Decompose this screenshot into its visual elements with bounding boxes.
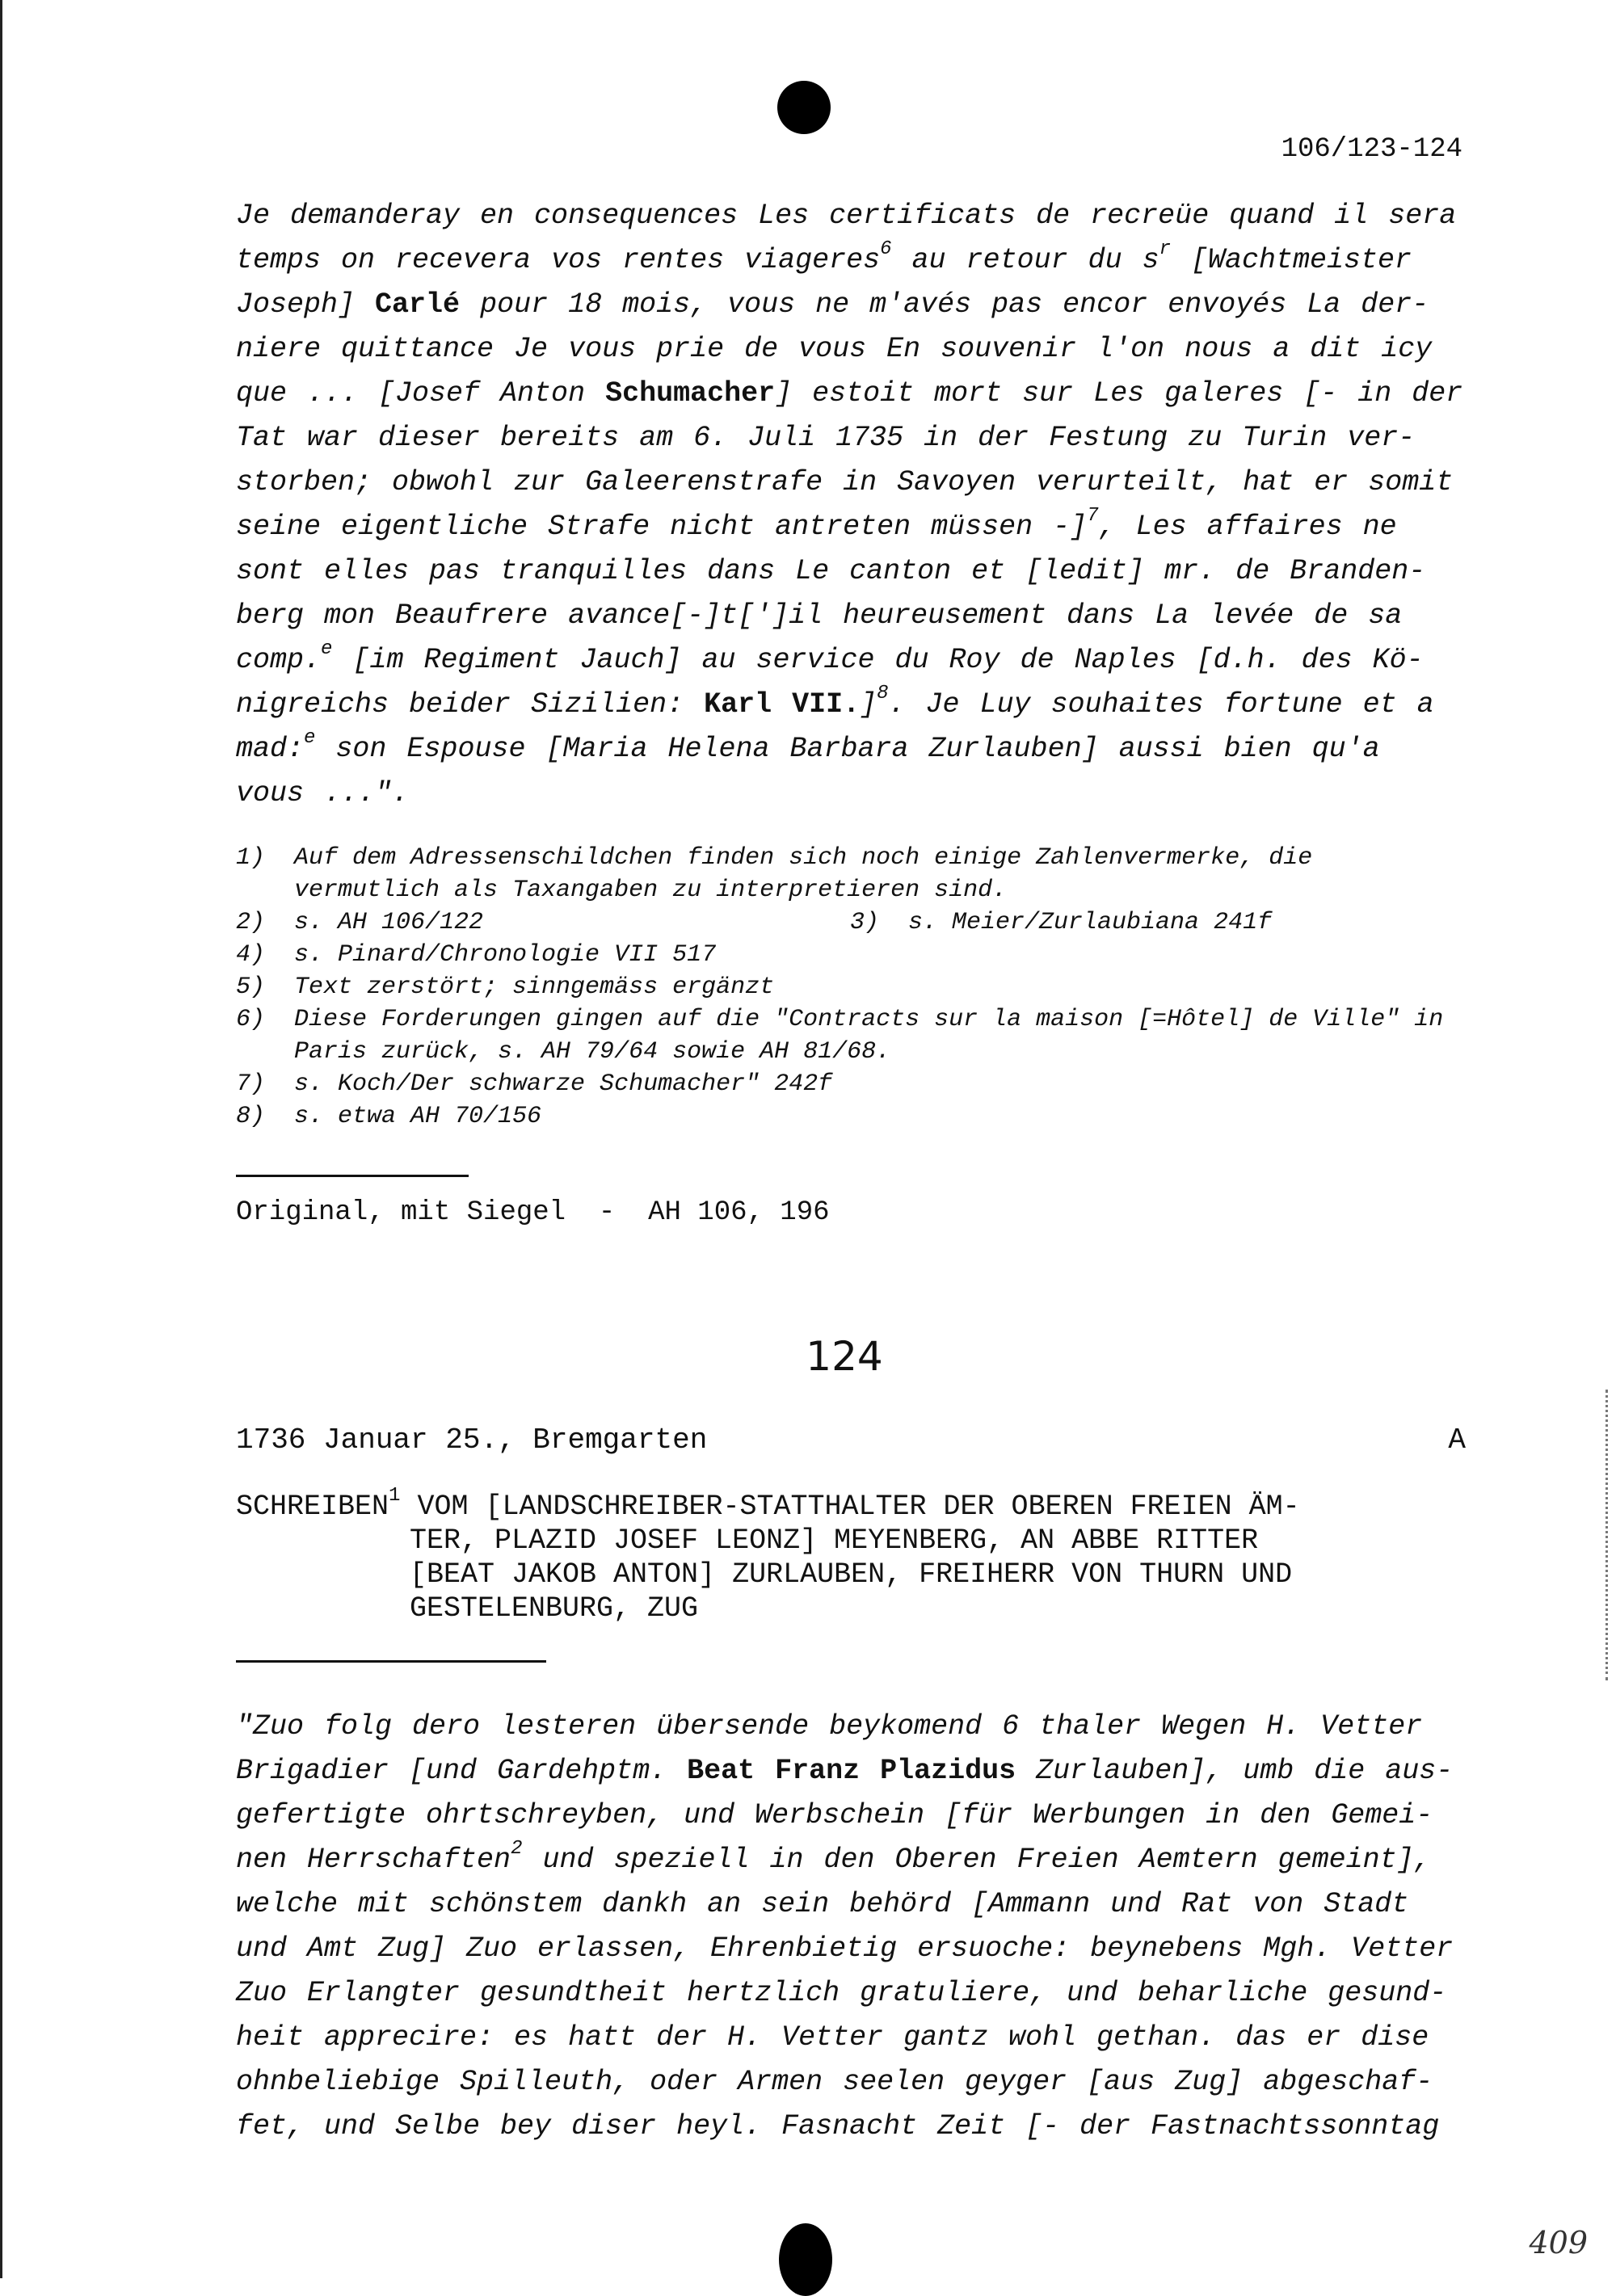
handwritten-page-number: 409 (1529, 2225, 1588, 2260)
document-reference: 106/123-124 (1281, 134, 1462, 165)
footnote: 7) s. Koch/Der schwarze Schumacher" 242f (236, 1070, 833, 1098)
text-line: Brigadier [und Gardehptm. Beat Franz Plazidus Zurlauben], umb die aus- (236, 1755, 1454, 1787)
text-line: welche mit schönstem dankh an sein behörd [Ammann und Rat von Stadt (236, 1888, 1409, 1920)
text-line: nigreichs beider Sizilien: Karl VII.]$^8$. Je Luy souhaites fortune et a (236, 683, 1434, 721)
text-line: que ... [Josef Anton Schumacher] estoit mort sur Les galeres [- in der (236, 377, 1463, 410)
letter-text (236, 1705, 1466, 2149)
text-line: Joseph] Carlé pour 18 mois, vous ne m'avés pas encor envoyés La der- (236, 288, 1429, 321)
text-line: vous ...". (236, 777, 410, 809)
footnote-ref: 8 (877, 683, 889, 705)
text-line: nen Herrschaften$^2$ und speziell in den Oberen Freien Aemtern gemeint], (236, 1838, 1431, 1876)
category-letter: A (1448, 1423, 1466, 1457)
text-line: fet, und Selbe bey diser heyl. Fasnacht Zeit [- der Fastnachtssonntag (236, 2110, 1440, 2143)
dateline (236, 1423, 1466, 1457)
text-line: Zuo Erlangter gesundtheit hertzlich gratuliere, und beharliche gesund- (236, 1977, 1447, 2009)
document-heading: SCHREIBEN$^1$ VOM [LANDSCHREIBER-STATTHALTER DER OBEREN FREIEN ÄM- TER, PLAZID JOSEF LEONZ] MEYENBERG, AN ABBE RITTER [BEAT JAKOB ANTON] ZURLAUBEN, FREIHERR VON THURN UND GESTELENBURG, ZUG (236, 1485, 1300, 1625)
text-line: Je demanderay en consequences Les certificats de recreüe quand il sera (236, 200, 1457, 232)
text-line: ohnbeliebige Spilleuth, oder Armen seelen geyger [aus Zug] abgeschaf- (236, 2066, 1433, 2098)
text-line: seine eigentliche Strafe nicht antreten müssen -]$^7$, Les affaires ne (236, 505, 1397, 543)
text-line: Tat war dieser bereits am 6. Juli 1735 in der Festung zu Turin ver- (236, 422, 1416, 454)
footnote: 4) s. Pinard/Chronologie VII 517 (236, 941, 717, 969)
text-line: niere quittance Je vous prie de vous En souvenir l'on nous a dit icy (236, 333, 1433, 365)
edge-marks (1602, 1390, 1608, 1680)
divider (236, 1660, 546, 1663)
footnotes (236, 842, 1466, 1133)
text-line: heit apprecire: es hatt der H. Vetter gantz wohl gethan. das er dise (236, 2021, 1429, 2054)
footnote: 5) Text zerstört; sinngemäss ergänzt (236, 973, 775, 1001)
footnote: 1) Auf dem Adressenschildchen finden sich noch einige Zahlenvermerke, die vermutlich als Taxangaben zu interpretieren sind. (236, 844, 1313, 904)
text-line: comp.$^e$ [im Regiment Jauch] au service du Roy de Naples [d.h. des Kö- (236, 638, 1424, 676)
divider (236, 1175, 469, 1177)
text-line: gefertigte ohrtschreyben, und Werbschein [für Werbungen in den Gemei- (236, 1799, 1433, 1831)
footnote-ref: 6 (880, 238, 892, 261)
footnote-ref: 2 (511, 1838, 523, 1861)
date-place: 1736 Januar 25., Bremgarten (236, 1423, 708, 1457)
document-number: 124 (806, 1333, 883, 1380)
text-line: mad:$^e$ son Espouse [Maria Helena Barbara Zurlauben] aussi bien qu'a (236, 727, 1380, 765)
text-line: berg mon Beaufrere avance[-]t[']il heureusement dans La levée de sa (236, 599, 1403, 632)
footnote-ref: 1 (389, 1485, 401, 1508)
source-note: Original, mit Siegel - AH 106, 196 (236, 1197, 830, 1228)
text-line: "Zuo folg dero lesteren übersende beykomend 6 thaler Wegen H. Vetter (236, 1710, 1423, 1743)
letter-text (236, 194, 1466, 816)
text-line: storben; obwohl zur Galeerenstrafe in Savoyen verurteilt, hat er somit (236, 466, 1454, 498)
text-line: temps on recevera vos rentes viageres$^6$ au retour du $s^r$ [Wachtmeister (236, 238, 1412, 276)
punch-hole-bottom (779, 2223, 832, 2296)
footnote: 8) s. etwa AH 70/156 (236, 1103, 542, 1130)
footnote-ref: 7 (1087, 505, 1099, 528)
text-line: und Amt Zug] Zuo erlassen, Ehrenbietig ersuoche: beynebens Mgh. Vetter (236, 1932, 1454, 1965)
punch-hole-top (777, 81, 831, 134)
footnote: 2) s. AH 106/122 3) s. Meier/Zurlaubiana 241f (236, 909, 1273, 936)
footnote: 6) Diese Forderungen gingen auf die "Contracts sur la maison [=Hôtel] de Ville" in Paris zurück, s. AH 79/64 sowie AH 81/68. (236, 1006, 1444, 1066)
text-line: sont elles pas tranquilles dans Le canton et [ledit] mr. de Branden- (236, 555, 1426, 587)
